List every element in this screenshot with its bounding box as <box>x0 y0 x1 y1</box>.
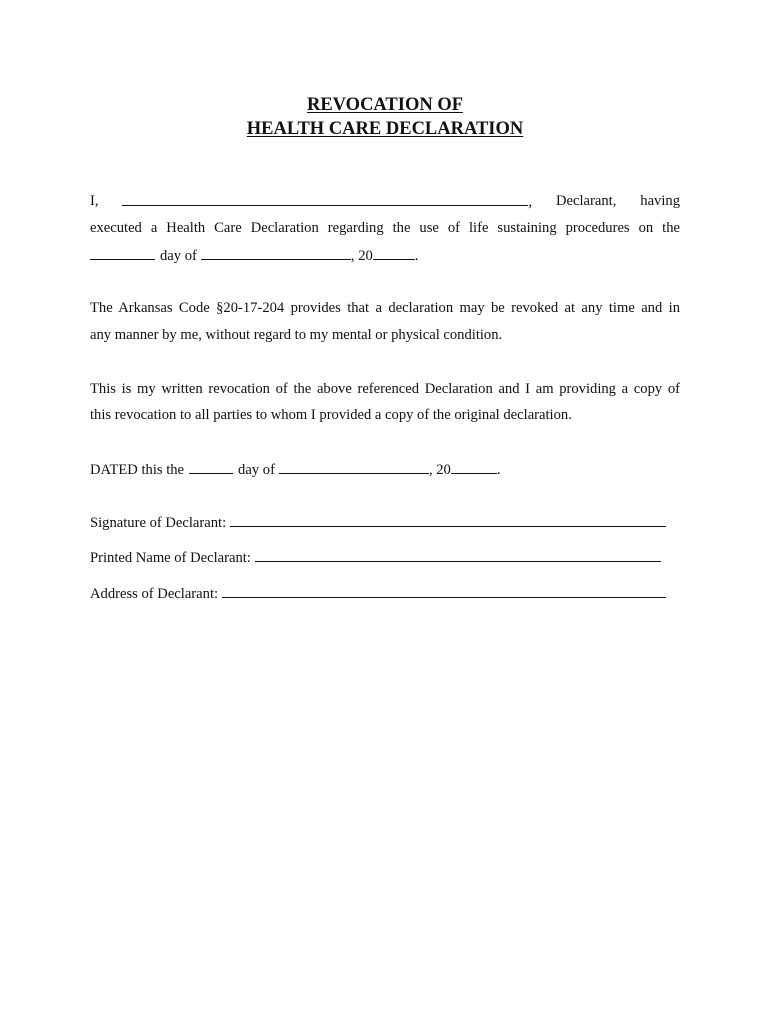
arkansas-code-line-2: any manner by me, without regard to my mental or physical condition. <box>90 327 503 343</box>
execution-day-of: day of <box>160 248 197 264</box>
revocation-line-1: This is my written revocation of the above referenced Declaration and I am providing a copy of <box>90 381 680 397</box>
execution-day-field[interactable] <box>90 246 155 260</box>
execution-period: . <box>414 248 419 264</box>
signature-label: Signature of Declarant: <box>90 515 227 531</box>
execution-date-line <box>90 246 680 265</box>
executed-line: executed a Health Care Declaration regarding the use of life sustaining procedures on the <box>90 220 680 236</box>
document-title-line-2: HEALTH CARE DECLARATION <box>246 119 524 139</box>
document-title-line-1: REVOCATION OF <box>306 95 464 115</box>
address-label: Address of Declarant: <box>90 586 219 602</box>
dated-prefix: DATED this the <box>90 462 185 478</box>
execution-year-field[interactable] <box>373 246 415 260</box>
intro-i: I, <box>90 193 99 209</box>
printed-name-field[interactable] <box>255 549 661 562</box>
address-row <box>90 585 666 603</box>
dated-year-field[interactable] <box>451 460 497 474</box>
dated-period: . <box>496 462 501 478</box>
printed-name-row <box>90 549 661 567</box>
arkansas-code-line-1: The Arkansas Code §20-17-204 provides that a declaration may be revoked at any time and in <box>90 300 680 316</box>
intro-comma: , <box>528 194 533 210</box>
printed-name-label: Printed Name of Declarant: <box>90 550 251 566</box>
dated-twenty: , 20 <box>428 462 451 478</box>
intro-declarant: Declarant, <box>555 193 617 209</box>
signature-field[interactable] <box>230 514 666 527</box>
address-field[interactable] <box>222 585 666 598</box>
execution-twenty: , 20 <box>350 248 373 264</box>
declarant-name-field-wrap <box>122 192 532 211</box>
execution-month-field[interactable] <box>201 246 351 260</box>
dated-day-field[interactable] <box>189 460 233 474</box>
declarant-intro-line <box>90 192 680 211</box>
intro-having: having <box>640 193 680 209</box>
dated-day-of: day of <box>238 462 275 478</box>
revocation-line-2: this revocation to all parties to whom I provided a copy of the original declaration. <box>90 407 572 423</box>
signature-row <box>90 514 666 532</box>
dated-month-field[interactable] <box>279 460 429 474</box>
declarant-name-field[interactable] <box>122 192 528 206</box>
dated-line <box>90 460 680 479</box>
